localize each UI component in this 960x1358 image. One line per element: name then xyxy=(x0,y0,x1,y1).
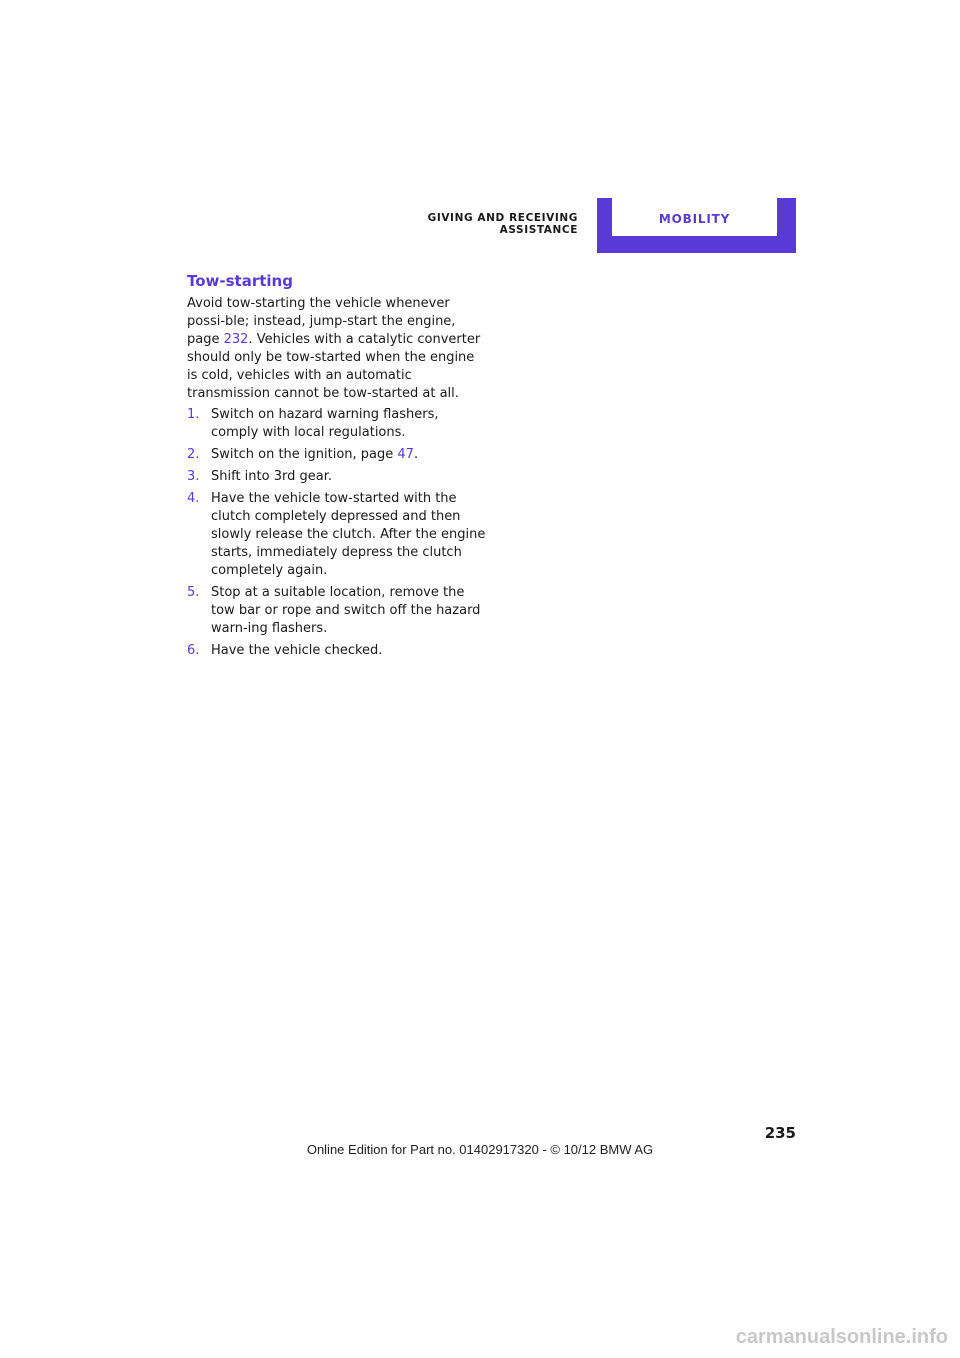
step-text-end: . xyxy=(413,447,419,462)
mobility-tab-inner xyxy=(612,198,777,236)
step-text xyxy=(211,446,487,464)
step-number: 6. xyxy=(187,643,200,658)
step-text: Stop at a suitable location, remove the tow bar or rope and switch off the hazard warn-ing flashers. xyxy=(211,585,481,636)
list-item xyxy=(187,642,487,660)
step-number: 2. xyxy=(187,447,200,462)
intro-text: Avoid tow-starting the vehicle whenever possi-ble; instead, jump-start the engine, page xyxy=(187,296,456,347)
list-item xyxy=(187,446,487,464)
step-text: Have the vehicle checked. xyxy=(211,643,383,658)
footer-edition-note: Online Edition for Part no. 01402917320 - © 10/12 BMW AG xyxy=(306,1142,654,1157)
step-number: 1. xyxy=(187,407,200,422)
intro-page-link[interactable]: 232 xyxy=(223,332,249,347)
steps-list xyxy=(187,406,487,664)
step-number: 3. xyxy=(187,469,200,484)
step-page-link[interactable]: 47 xyxy=(397,447,414,462)
watermark: carmanualsonline.info xyxy=(735,1326,948,1348)
step-text: Have the vehicle tow-started with the clutch completely depressed and then slowly release the clutch. After the engine starts, immediately depress the clutch completely again. xyxy=(211,491,486,578)
page-number: 235 xyxy=(764,1124,796,1142)
list-item xyxy=(187,468,487,486)
intro-text-continued: . Vehicles with a catalytic converter should only be tow-started when the engine is cold, vehicles with an automatic transmission cannot be tow-started at all. xyxy=(187,332,481,401)
mobility-tab-label: MOBILITY xyxy=(658,212,731,226)
step-text-lead: Switch on the ignition, page xyxy=(211,447,398,462)
step-number: 5. xyxy=(187,585,200,600)
list-item xyxy=(187,490,487,580)
step-number: 4. xyxy=(187,491,200,506)
list-item xyxy=(187,584,487,638)
list-item xyxy=(187,406,487,442)
mobility-tab xyxy=(597,198,796,253)
intro-paragraph xyxy=(187,295,487,403)
step-text: Switch on hazard warning flashers, comply with local regulations. xyxy=(211,407,439,440)
step-text: Shift into 3rd gear. xyxy=(211,469,332,484)
header-section-title: GIVING AND RECEIVING ASSISTANCE xyxy=(427,212,578,236)
section-title: Tow-starting xyxy=(187,272,293,290)
